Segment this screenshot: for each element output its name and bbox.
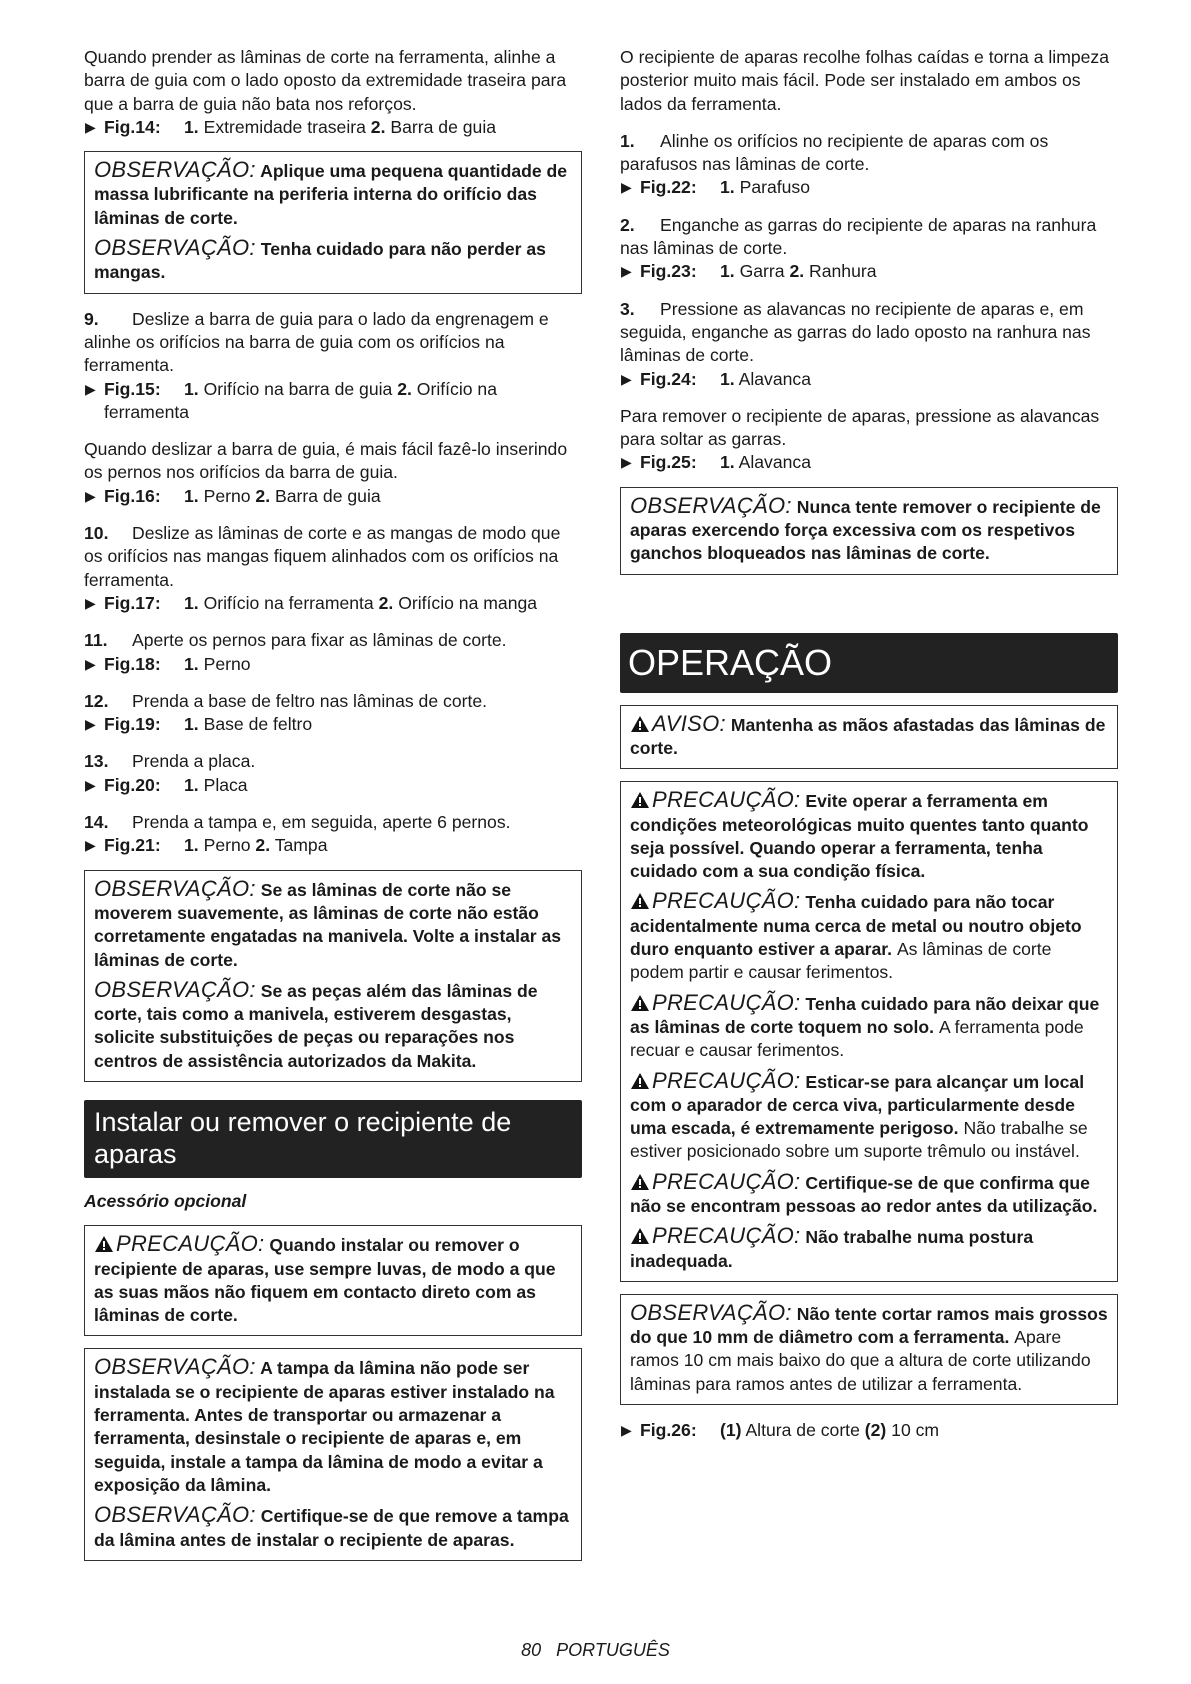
- page-footer: [0, 1640, 1191, 1661]
- figure-reference: ▶ Fig.24: 1. Alavanca: [620, 368, 1118, 391]
- caution-label: PRECAUÇÃO:: [652, 888, 801, 914]
- warning-icon: [630, 1227, 650, 1245]
- note-label: OBSERVAÇÃO:: [94, 875, 256, 901]
- right-column: [620, 46, 1118, 1442]
- note-label: OBSERVAÇÃO:: [94, 157, 256, 183]
- caution-label: PRECAUÇÃO:: [652, 1067, 801, 1093]
- figure-reference: ▶ Fig.20: 1. Placa: [84, 774, 582, 797]
- step-13: 13. Prenda a placa.: [84, 751, 256, 772]
- note-box: OBSERVAÇÃO: Aplique uma pequena quantidade de massa lubrificante na periferia interna do orifício das lâminas de corte. OBSERVAÇÃO: Tenha cuidado para não perder as mangas.: [84, 151, 582, 293]
- figure-reference: ▶ Fig.22: 1. Parafuso: [620, 176, 1118, 199]
- caution-label: PRECAUÇÃO:: [652, 1168, 801, 1194]
- warning-icon: [630, 892, 650, 910]
- step-3: 3. Pressione as alavancas no recipiente de aparas e, em seguida, enganche as garras do lado oposto na ranhura nas lâminas de corte.: [620, 298, 1091, 366]
- paragraph: Quando prender as lâminas de corte na ferramenta, alinhe a barra de guia com o lado oposto da extremidade traseira para que a barra de guia não bata nos reforços.: [84, 47, 567, 114]
- figure-reference: ▶ Fig.21: 1. Perno 2. Tampa: [84, 834, 582, 857]
- warning-icon: [630, 715, 650, 733]
- step-2: 2. Enganche as garras do recipiente de aparas na ranhura nas lâminas de corte.: [620, 214, 1097, 259]
- step-9: 9. Deslize a barra de guia para o lado da engrenagem e alinhe os orifícios na barra de guia com os orifícios na ferramenta.: [84, 308, 549, 376]
- caution-box: PRECAUÇÃO: Quando instalar ou remover o recipiente de aparas, use sempre luvas, de modo a que as suas mãos não fiquem em contacto direto com as lâminas de corte.: [84, 1225, 582, 1336]
- note-label: OBSERVAÇÃO:: [630, 492, 792, 518]
- step-10: 10. Deslize as lâminas de corte e as mangas de modo que os orifícios nas mangas fiquem alinhados com os orifícios na ferramenta.: [84, 523, 561, 590]
- caution-label: PRECAUÇÃO:: [652, 1223, 801, 1249]
- note-box: OBSERVAÇÃO: Se as lâminas de corte não se moverem suavemente, as lâminas de corte não estão corretamente engatadas na manivela. Volte a instalar as lâminas de corte. OBSERVAÇÃO: Se as peças além das lâminas de corte, tais como a manivela, estiverem desgastas, solicite substituições de peças ou reparações nos centros de assistência autorizados da Makita.: [84, 870, 582, 1082]
- figure-reference: ▶ Fig.19: 1. Base de feltro: [84, 713, 582, 736]
- note-label: OBSERVAÇÃO:: [94, 235, 256, 261]
- paragraph: O recipiente de aparas recolhe folhas caídas e torna a limpeza posterior muito mais fácil. Pode ser instalado em ambos os lados da ferramenta.: [620, 47, 1109, 114]
- warning-icon: [630, 1173, 650, 1191]
- warning-icon: [630, 994, 650, 1012]
- note-box: OBSERVAÇÃO: Não tente cortar ramos mais grossos do que 10 mm de diâmetro com a ferramenta. Apare ramos 10 cm mais baixo do que a altura de corte utilizando lâminas para ramos antes de utilizar a ferramenta.: [620, 1294, 1118, 1405]
- figure-reference: ▶ Fig.18: 1. Perno: [84, 653, 582, 676]
- subtitle: Acessório opcional: [84, 1190, 247, 1211]
- paragraph: Quando deslizar a barra de guia, é mais fácil fazê-lo inserindo os pernos nos orifícios da barra de guia.: [84, 439, 568, 483]
- caution-box: PRECAUÇÃO: Evite operar a ferramenta em condições meteorológicas muito quentes tanto quanto seja possível. Quando operar a ferramenta, tenha cuidado com a sua condição física. PRECAUÇÃO: Tenha cuidado para não tocar acidentalmente numa cerca de metal ou noutro objeto duro enquanto estiver a aparar. As lâminas de corte podem partir e causar ferimentos. PRECAUÇÃO: Tenha cuidado para não deixar que as lâminas de corte toquem no solo. A ferramenta pode recuar e causar ferimentos. PRECAUÇÃO: Esticar-se para alcançar um local com o aparador de cerca viva, particularmente desde uma escada, é extremamente perigoso. Não trabalhe se estiver posicionado sobre um suporte trêmulo ou instável. PRECAUÇÃO: Certifique-se de que confirma que não se encontram pessoas ao redor antes da utilização. PRECAUÇÃO: Não trabalhe numa postura inadequada.: [620, 781, 1118, 1282]
- step-12: 12. Prenda a base de feltro nas lâminas de corte.: [84, 690, 488, 711]
- page-number: 80: [521, 1640, 542, 1660]
- note-label: OBSERVAÇÃO:: [94, 1502, 256, 1528]
- section-heading-operacao: OPERAÇÃO: [620, 633, 1118, 693]
- figure-reference: ▶ Fig.15: 1. Orifício na barra de guia 2. Orifício na ferramenta: [84, 378, 582, 425]
- figure-reference: ▶ Fig.17: 1. Orifício na ferramenta 2. Orifício na manga: [84, 592, 582, 615]
- step-14: 14. Prenda a tampa e, em seguida, aperte 6 pernos.: [84, 812, 511, 833]
- left-column: [84, 46, 582, 1561]
- caution-label: PRECAUÇÃO:: [652, 989, 801, 1015]
- caution-label: PRECAUÇÃO:: [652, 787, 801, 813]
- note-box: OBSERVAÇÃO: Nunca tente remover o recipiente de aparas exercendo força excessiva com os respetivos ganchos bloqueados nas lâminas de corte.: [620, 487, 1118, 575]
- figure-reference: ▶ Fig.14: 1. Extremidade traseira 2. Barra de guia: [84, 116, 582, 139]
- warning-label: AVISO:: [652, 710, 726, 736]
- note-label: OBSERVAÇÃO:: [94, 1354, 256, 1380]
- figure-reference: ▶ Fig.16: 1. Perno 2. Barra de guia: [84, 485, 582, 508]
- caution-label: PRECAUÇÃO:: [116, 1231, 265, 1257]
- language-label: PORTUGUÊS: [556, 1640, 670, 1660]
- paragraph: Para remover o recipiente de aparas, pressione as alavancas para soltar as garras.: [620, 405, 1100, 450]
- note-label: OBSERVAÇÃO:: [94, 976, 256, 1002]
- warning-icon: [630, 791, 650, 809]
- figure-reference: ▶ Fig.23: 1. Garra 2. Ranhura: [620, 260, 1118, 283]
- step-1: 1. Alinhe os orifícios no recipiente de aparas com os parafusos nas lâminas de corte.: [620, 130, 1049, 175]
- figure-reference: ▶ Fig.26: (1) Altura de corte (2) 10 cm: [620, 1419, 1118, 1442]
- note-box: OBSERVAÇÃO: A tampa da lâmina não pode ser instalada se o recipiente de aparas estiver instalado na ferramenta. Antes de transportar ou armazenar a ferramenta, desinstale o recipiente de aparas e, em seguida, instale a tampa da lâmina de modo a evitar a exposição da lâmina. OBSERVAÇÃO: Certifique-se de que remove a tampa da lâmina antes de instalar o recipiente de aparas.: [84, 1348, 582, 1560]
- warning-icon: [630, 1072, 650, 1090]
- warning-box: AVISO: Mantenha as mãos afastadas das lâminas de corte.: [620, 705, 1118, 770]
- section-heading: Instalar ou remover o recipiente de aparas: [84, 1100, 582, 1178]
- figure-reference: ▶ Fig.25: 1. Alavanca: [620, 451, 1118, 474]
- step-11: 11. Aperte os pernos para fixar as lâminas de corte.: [84, 630, 507, 651]
- note-label: OBSERVAÇÃO:: [630, 1299, 792, 1325]
- warning-icon: [94, 1235, 114, 1253]
